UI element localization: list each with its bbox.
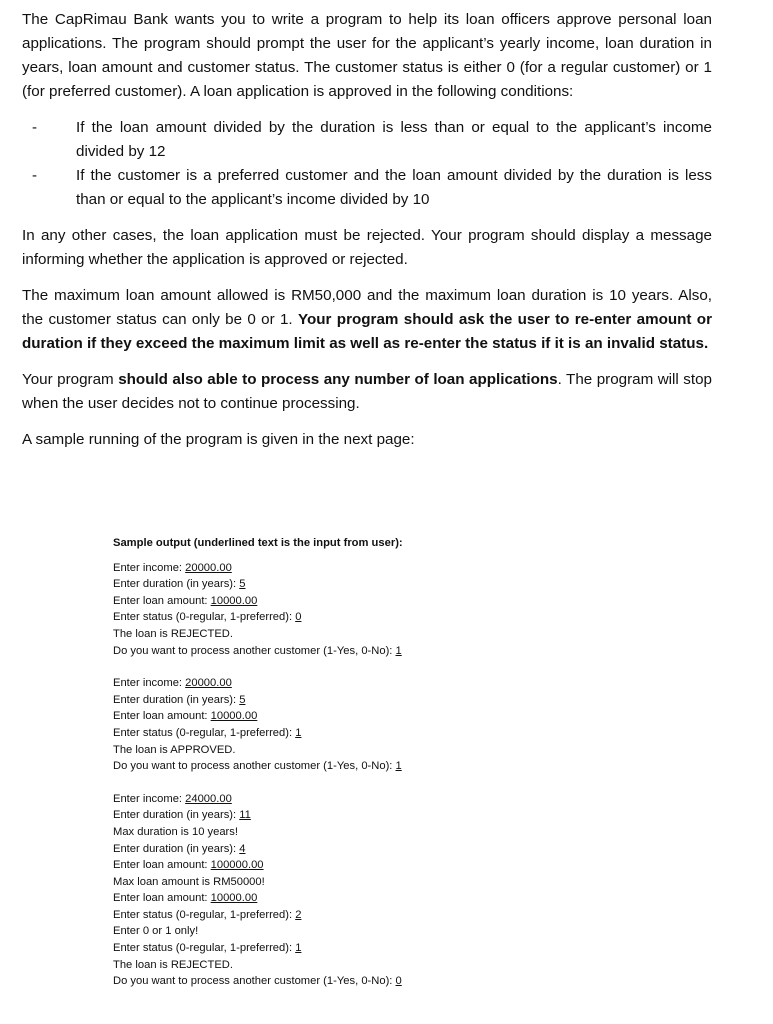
sample-run-block <box>113 560 673 660</box>
console-prompt: Enter duration (in years): <box>113 693 240 706</box>
console-user-input: 20000.00 <box>185 677 232 690</box>
console-user-input: 4 <box>239 842 246 855</box>
process-paragraph <box>22 368 712 416</box>
console-line <box>113 643 673 660</box>
console-prompt: Enter status (0-regular, 1-preferred): <box>113 611 296 624</box>
console-line <box>113 626 673 643</box>
max-limit-paragraph <box>22 284 712 356</box>
console-line <box>113 576 673 593</box>
console-prompt: Enter loan amount: <box>113 892 211 905</box>
sample-run-block <box>113 675 673 775</box>
console-user-input: 100000.00 <box>210 859 264 872</box>
console-line <box>113 609 673 626</box>
console-line <box>113 957 673 974</box>
console-prompt: Max duration is 10 years! <box>113 825 238 838</box>
max-limit-bold: Your program should ask the user to re-enter amount or duration if they exceed the maximum limit as well as re-enter the status if it is an invalid status. <box>22 311 712 352</box>
console-user-input: 2 <box>295 908 302 921</box>
console-prompt: Enter duration (in years): <box>113 842 240 855</box>
console-user-input: 11 <box>239 809 251 822</box>
console-line <box>113 725 673 742</box>
console-prompt: Enter status (0-regular, 1-preferred): <box>113 726 296 739</box>
console-user-input: 1 <box>295 942 302 955</box>
console-line <box>113 874 673 891</box>
console-line <box>113 907 673 924</box>
console-line <box>113 708 673 725</box>
intro-paragraph: The CapRimau Bank wants you to write a program to help its loan officers approve personal loan applications. The program should prompt the user for the applicant’s yearly income, loan duration in years, loan amount and customer status. The customer status is either 0 (for a regular customer) or 1 (for preferred customer). A loan application is approved in the following conditions: <box>22 11 712 100</box>
condition-text: If the loan amount divided by the duration is less than or equal to the applicant’s income divided by 12 <box>76 119 712 160</box>
console-line <box>113 923 673 940</box>
console-line <box>113 973 673 990</box>
sample-blocks <box>113 560 673 990</box>
console-line <box>113 857 673 874</box>
console-user-input: 20000.00 <box>185 561 232 574</box>
console-user-input: 0 <box>395 975 402 988</box>
console-line <box>113 791 673 808</box>
console-line <box>113 692 673 709</box>
console-prompt: Enter income: <box>113 792 186 805</box>
console-prompt: Enter income: <box>113 677 186 690</box>
console-user-input: 1 <box>295 726 302 739</box>
console-user-input: 1 <box>395 644 402 657</box>
sample-run-block <box>113 791 673 990</box>
console-user-input: 10000.00 <box>210 710 258 723</box>
console-prompt: Enter status (0-regular, 1-preferred): <box>113 908 296 921</box>
condition-item <box>22 116 712 164</box>
conditions-list <box>22 116 712 212</box>
console-prompt: The loan is REJECTED. <box>113 627 233 640</box>
sample-output <box>113 535 673 1006</box>
console-user-input: 24000.00 <box>185 792 232 805</box>
console-line <box>113 841 673 858</box>
console-prompt: Enter status (0-regular, 1-preferred): <box>113 942 296 955</box>
console-user-input: 10000.00 <box>210 892 258 905</box>
sample-heading: Sample output (underlined text is the input from user): <box>113 537 403 549</box>
console-user-input: 0 <box>295 611 302 624</box>
console-user-input: 1 <box>395 760 402 773</box>
console-prompt: Enter 0 or 1 only! <box>113 925 199 938</box>
console-prompt: Do you want to process another customer (1-Yes, 0-No): <box>113 644 396 657</box>
console-prompt: Do you want to process another customer (1-Yes, 0-No): <box>113 760 396 773</box>
condition-item <box>22 164 712 212</box>
console-prompt: Enter loan amount: <box>113 594 211 607</box>
console-user-input: 5 <box>239 693 246 706</box>
document-body <box>22 8 712 464</box>
process-pre: Your program <box>22 371 119 388</box>
console-prompt: Enter duration (in years): <box>113 809 240 822</box>
console-line <box>113 560 673 577</box>
console-prompt: Max loan amount is RM50000! <box>113 875 265 888</box>
console-line <box>113 593 673 610</box>
console-prompt: Enter loan amount: <box>113 710 211 723</box>
console-line <box>113 890 673 907</box>
console-line <box>113 675 673 692</box>
console-line <box>113 758 673 775</box>
process-bold: should also able to process any number of loan applications <box>118 371 558 388</box>
sample-intro: A sample running of the program is given in the next page: <box>22 431 415 448</box>
dash-bullet: - <box>32 119 38 136</box>
console-prompt: The loan is REJECTED. <box>113 958 233 971</box>
console-prompt: Enter income: <box>113 561 186 574</box>
console-line <box>113 742 673 759</box>
console-prompt: Do you want to process another customer (1-Yes, 0-No): <box>113 975 396 988</box>
condition-text: If the customer is a preferred customer and the loan amount divided by the duration is less than or equal to the applicant’s income divided by 10 <box>76 167 712 208</box>
dash-bullet: - <box>32 167 38 184</box>
rejected-paragraph: In any other cases, the loan application must be rejected. Your program should display a message informing whether the application is approved or rejected. <box>22 227 712 268</box>
console-user-input: 10000.00 <box>210 594 258 607</box>
console-prompt: The loan is APPROVED. <box>113 743 236 756</box>
console-user-input: 5 <box>239 578 246 591</box>
console-prompt: Enter loan amount: <box>113 859 211 872</box>
max-limit-plain: The maximum loan amount allowed is RM50,000 and the maximum loan duration is 10 years. Also, the customer status can only be 0 or 1. <box>22 287 712 328</box>
console-line <box>113 940 673 957</box>
console-line <box>113 824 673 841</box>
console-line <box>113 807 673 824</box>
process-post: . The program will stop when the user decides not to continue processing. <box>22 371 712 412</box>
console-prompt: Enter duration (in years): <box>113 578 240 591</box>
